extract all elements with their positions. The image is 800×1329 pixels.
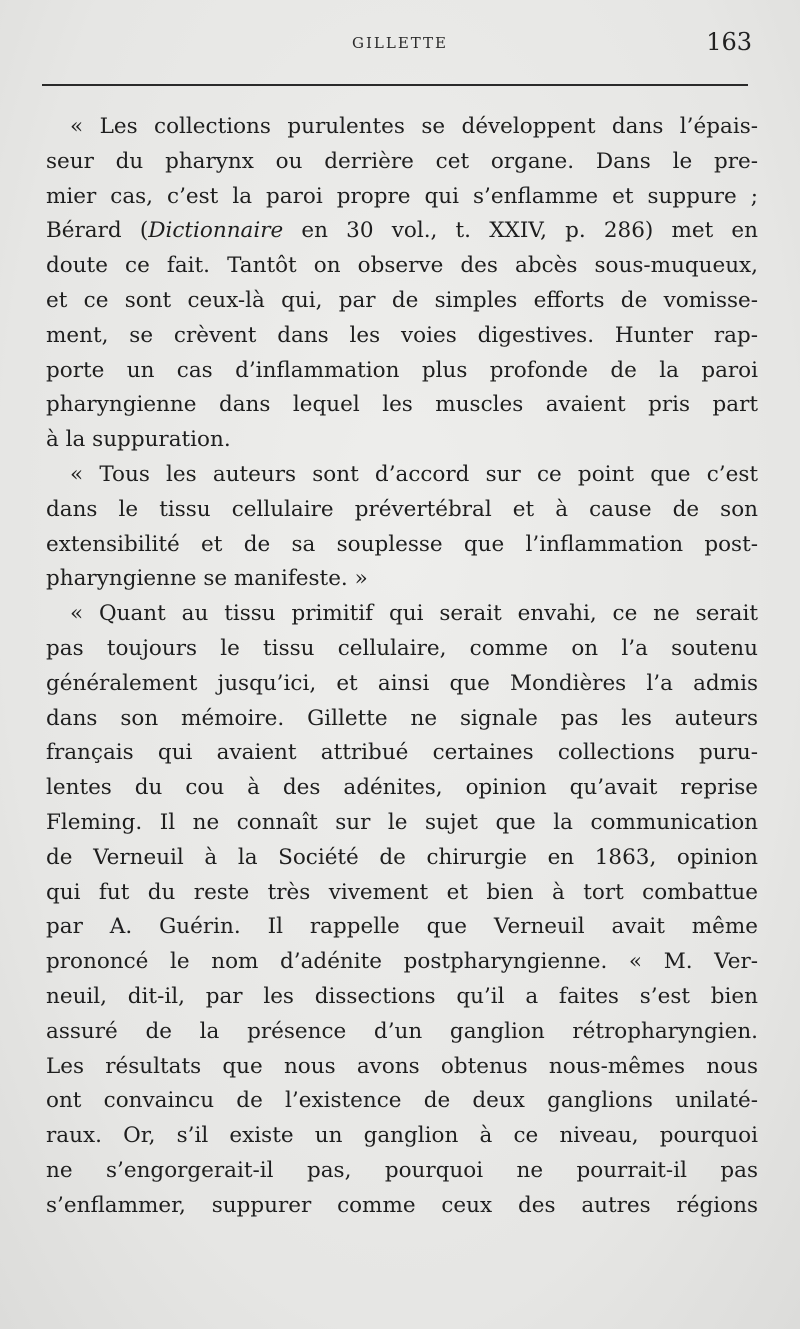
text-line: « Quant au tissu primitif qui serait envahi, ce ne serait bbox=[70, 601, 758, 627]
text-line: seur du pharynx ou derrière cet organe. Dans le pre- bbox=[46, 148, 758, 174]
page-header bbox=[44, 28, 756, 68]
text-line: doute ce fait. Tantôt on observe des abcès sous-muqueux, bbox=[46, 253, 758, 279]
text-line: par A. Guérin. Il rappelle que Verneuil avait même bbox=[46, 914, 758, 940]
page-number: 163 bbox=[706, 28, 752, 56]
text-line-with-italic bbox=[46, 214, 758, 249]
text-line: raux. Or, s’il existe un ganglion à ce niveau, pourquoi bbox=[46, 1123, 758, 1149]
header-rule bbox=[42, 84, 748, 86]
text-line: s’enflammer, suppurer comme ceux des autres régions bbox=[46, 1192, 758, 1218]
text-line: qui fut du reste très vivement et bien à tort combattue bbox=[46, 879, 758, 905]
text-line: lentes du cou à des adénites, opinion qu’avait reprise bbox=[46, 775, 758, 801]
text-line: dans son mémoire. Gillette ne signale pas les auteurs bbox=[46, 705, 758, 731]
text-line: dans le tissu cellulaire prévertébral et à cause de son bbox=[46, 496, 758, 522]
text-line: ment, se crèvent dans les voies digestives. Hunter rap- bbox=[46, 322, 758, 348]
text-line: assuré de la présence d’un ganglion rétropharyngien. bbox=[46, 1018, 758, 1044]
text-line: extensibilité et de sa souplesse que l’inflammation post- bbox=[46, 531, 758, 557]
text-segment: Bérard ( bbox=[46, 218, 149, 244]
text-line: « Tous les auteurs sont d’accord sur ce point que c’est bbox=[70, 461, 758, 487]
text-line: Les résultats que nous avons obtenus nous-mêmes nous bbox=[46, 1053, 758, 1079]
text-line: porte un cas d’inflammation plus profonde de la paroi bbox=[46, 357, 758, 383]
text-line: et ce sont ceux-là qui, par de simples efforts de vomisse- bbox=[46, 287, 758, 313]
text-line: pas toujours le tissu cellulaire, comme on l’a soutenu bbox=[46, 635, 758, 661]
text-line: « Les collections purulentes se développent dans l’épais- bbox=[70, 114, 758, 139]
text-line: pharyngienne se manifeste. » bbox=[46, 566, 368, 592]
text-line: à la suppuration. bbox=[46, 427, 231, 453]
text-line: ne s’engorgerait-il pas, pourquoi ne pourrait-il pas bbox=[46, 1157, 758, 1183]
italic-title: Dictionnaire bbox=[148, 218, 284, 244]
text-line: prononcé le nom d’adénite postpharyngienne. « M. Ver- bbox=[46, 949, 758, 975]
text-line: ont convaincu de l’existence de deux ganglions unilaté- bbox=[46, 1088, 758, 1114]
text-line: de Verneuil à la Société de chirurgie en 1863, opinion bbox=[46, 844, 758, 870]
running-head: GILLETTE bbox=[351, 34, 449, 52]
text-line: neuil, dit-il, par les dissections qu’il a faites s’est bien bbox=[46, 983, 758, 1009]
text-line: français qui avaient attribué certaines collections puru- bbox=[46, 740, 758, 766]
body-text bbox=[46, 110, 758, 1224]
text-line: généralement jusqu’ici, et ainsi que Mondières l’a admis bbox=[46, 670, 758, 696]
text-line: mier cas, c’est la paroi propre qui s’enflamme et suppure ; bbox=[46, 183, 758, 209]
text-line: Fleming. Il ne connaît sur le sujet que la communication bbox=[46, 809, 758, 835]
text-line: pharyngienne dans lequel les muscles avaient pris part bbox=[46, 392, 758, 418]
text-segment: en 30 vol., t. XXIV, p. 286) met en bbox=[283, 218, 758, 244]
